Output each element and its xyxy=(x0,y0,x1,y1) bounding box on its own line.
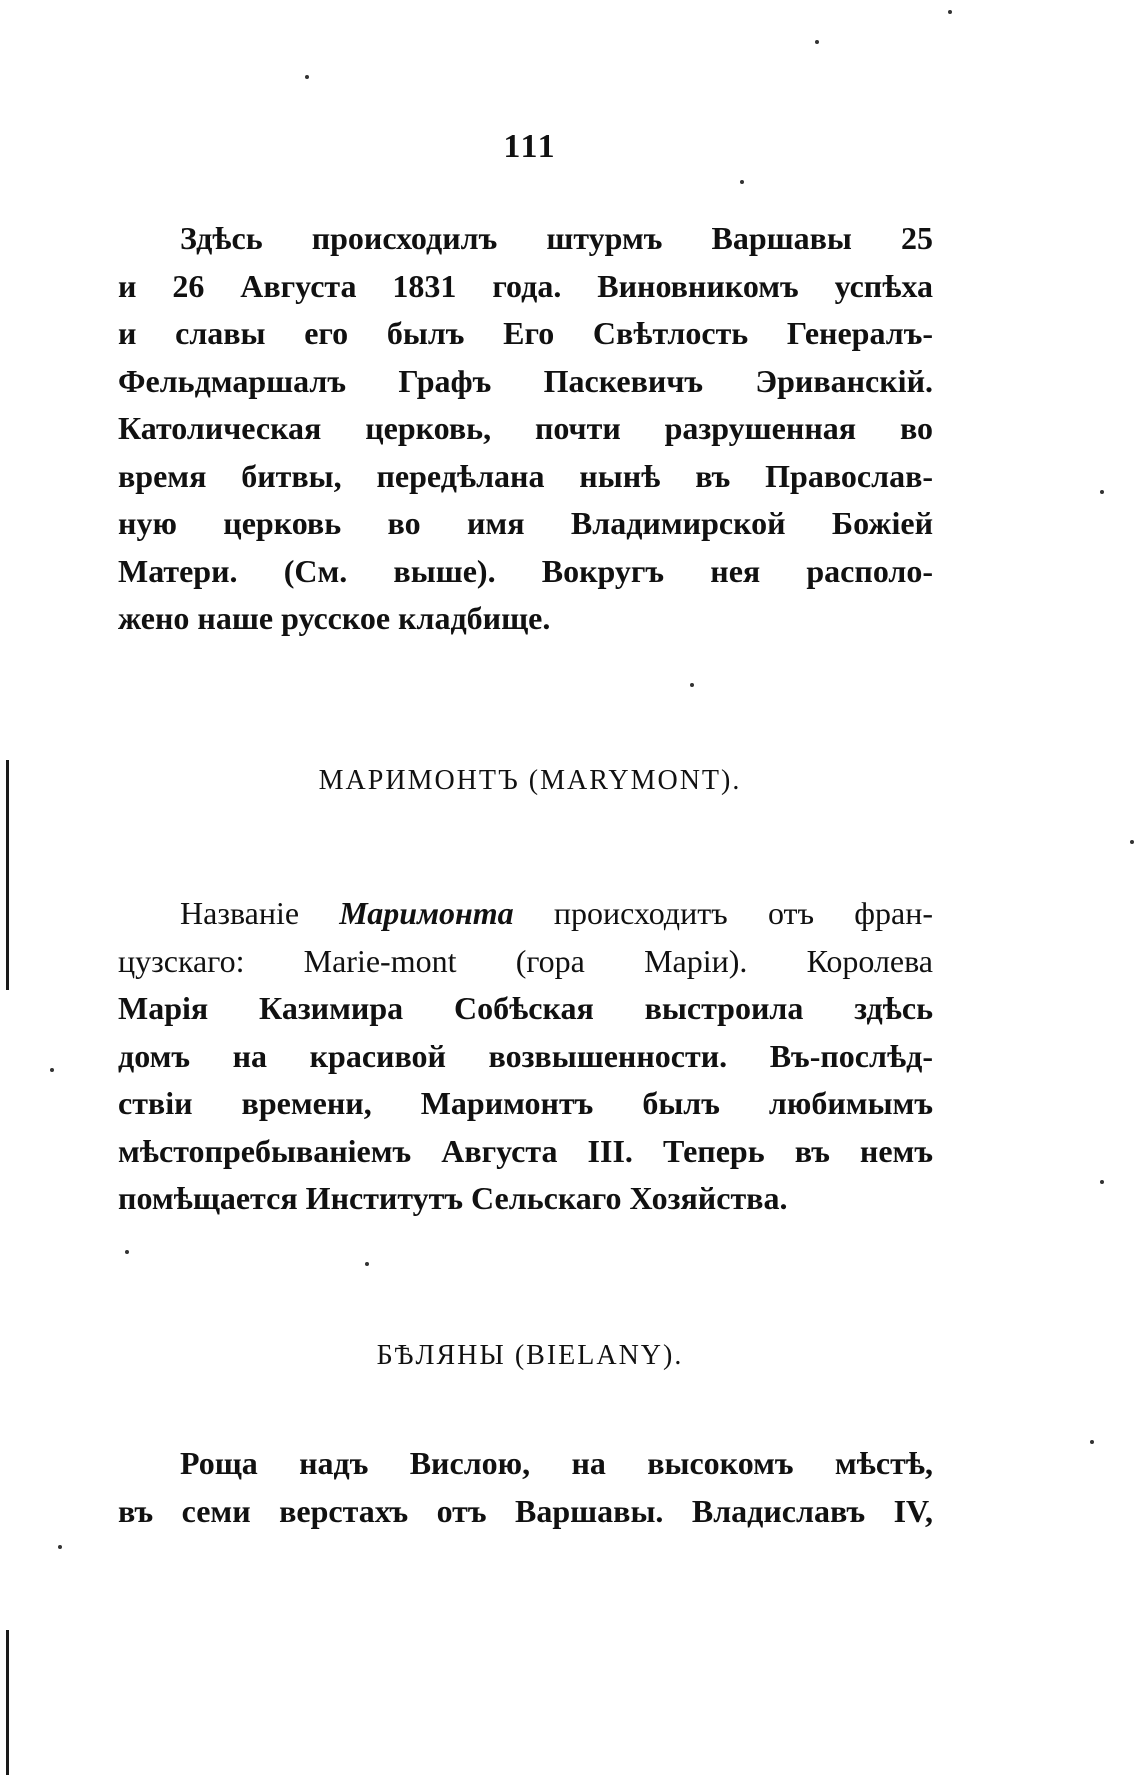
scan-speck xyxy=(125,1250,129,1254)
text-line: жено наше русское кладбище. xyxy=(118,600,551,636)
text-line: Фельдмаршалъ Графъ Паскевичъ Эриванскій. xyxy=(118,362,933,399)
text-line: и славы его былъ Его Свѣтлость Генералъ- xyxy=(118,315,933,351)
text-line: въ семи верстахъ отъ Варшавы. Владиславъ IV, xyxy=(118,1492,933,1529)
text-line: Католическая церковь, почти разрушенная во xyxy=(118,410,933,446)
text-line xyxy=(118,890,933,938)
text-line: Марія Казимира Собѣская выстроила здѣсь xyxy=(118,990,933,1026)
italic-place-name: Маримонта xyxy=(339,895,514,931)
scan-speck xyxy=(58,1545,62,1549)
text-line: и 26 Августа 1831 года. Виновникомъ успѣха xyxy=(118,267,933,304)
text-line: ную церковь во имя Владимирской Божіей xyxy=(118,505,933,541)
scan-speck xyxy=(690,683,694,687)
scan-edge-mark xyxy=(6,1630,9,1775)
text-line: домъ на красивой возвышенности. Въ-послѣд- xyxy=(118,1037,933,1074)
scan-speck xyxy=(365,1262,369,1266)
page-number: 111 xyxy=(503,128,557,165)
section-heading-bielany: БѢЛЯНЫ (BIELANY). xyxy=(376,1340,684,1371)
scan-speck xyxy=(1130,840,1134,844)
text-line: цузскаго: Marie-mont (гора Маріи). Королева xyxy=(118,942,933,979)
scan-speck xyxy=(50,1068,54,1072)
text-line: Роща надъ Вислою, на высокомъ мѣстѣ, xyxy=(180,1445,933,1481)
text-fragment: происходитъ отъ фран- xyxy=(513,895,934,931)
text-fragment: Названіе xyxy=(180,895,340,931)
scan-speck xyxy=(1100,1180,1104,1184)
scan-speck xyxy=(1100,490,1104,494)
section-heading-marymont: МАРИМОНТЪ (MARYMONT). xyxy=(318,765,742,796)
paragraph-storming-of-warsaw xyxy=(118,215,933,643)
text-line: время битвы, передѣлана нынѣ въ Православ- xyxy=(118,457,933,494)
text-line: мѣстопребываніемъ Августа III. Теперь въ немъ xyxy=(118,1132,933,1169)
scan-speck xyxy=(740,180,744,184)
scan-speck xyxy=(305,75,309,79)
scan-speck xyxy=(948,10,952,14)
text-line: Здѣсь происходилъ штурмъ Варшавы 25 xyxy=(180,220,933,256)
paragraph-marymont xyxy=(118,890,933,1223)
scan-speck xyxy=(815,40,819,44)
paragraph-bielany xyxy=(118,1440,933,1535)
text-line: помѣщается Институтъ Сельскаго Хозяйства. xyxy=(118,1180,788,1216)
text-line: ствіи времени, Маримонтъ былъ любимымъ xyxy=(118,1085,933,1121)
text-line: Матери. (См. выше). Вокругъ нея располо- xyxy=(118,552,933,589)
scan-speck xyxy=(1090,1440,1094,1444)
